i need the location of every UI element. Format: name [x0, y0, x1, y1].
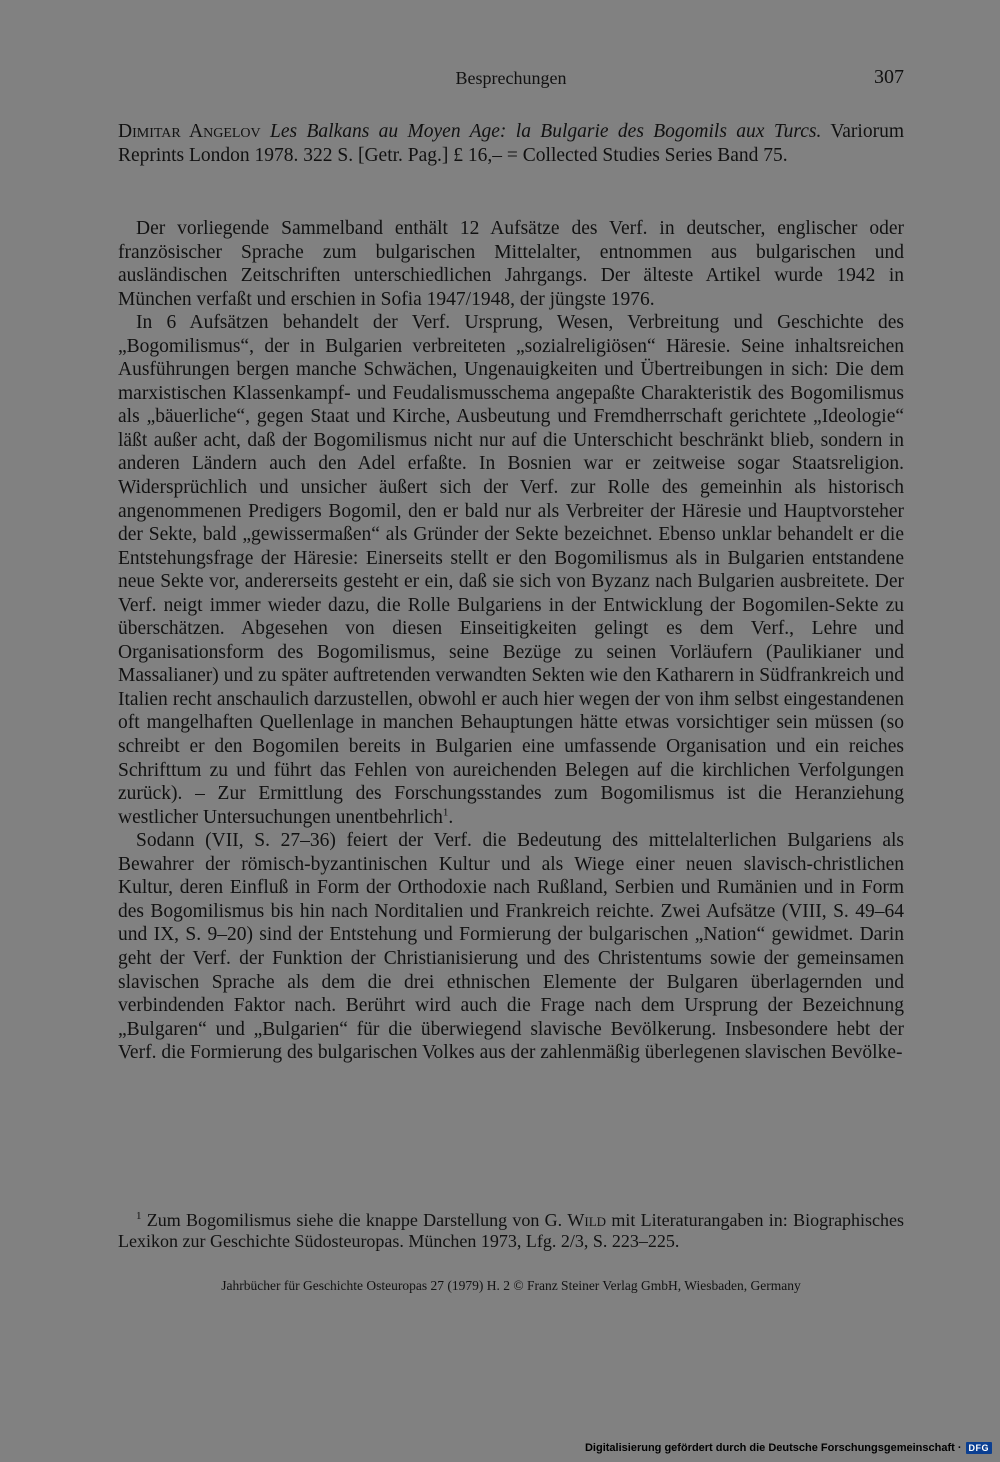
- paragraph-2-end: .: [448, 806, 454, 828]
- paragraph-1: Der vorliegende Sammelband enthält 12 Aufsätze des Verf. in deutscher, englischer oder französischer Sprache zum bulgarischen Mittelalter, entnommen aus bulgarischen und ausländischen Zeitschriften unterschiedlichen Jahrgangs. Der älteste Artikel wurde 1942 in München verfaßt und erschien in Sofia 1947/1948, der jüngste 1976.: [118, 218, 904, 310]
- review-body: [118, 217, 904, 1065]
- dfg-logo-icon: DFG: [966, 1442, 993, 1454]
- citation-author: Dimitar Angelov: [118, 121, 261, 142]
- paragraph-2-text: In 6 Aufsätzen behandelt der Verf. Ursprung, Wesen, Verbreitung und Geschichte des „Bogomilismus“, der in Bulgarien verbreiteten „sozialreligiösen“ Häresie. Seine inhaltsreichen Ausführungen bergen manche Schwächen, Ungenauigkeiten und Übertreibungen in sich: Die dem marxistischen Klassenkampf- und Feudalismusschema angepaßte Charakteristik des Bogomilismus als „bäuerliche“, gegen Staat und Kirche, Ausbeutung und Fremdherrschaft gerichtete „Ideologie“ läßt außer acht, daß der Bogomilismus nicht nur auf die Unterschicht beschränkt blieb, sondern in anderen Ländern auch den Adel erfaßte. In Bosnien war er zeitweise sogar Staatsreligion. Widersprüchlich und unsicher äußert sich der Verf. zur Rolle des gemeinhin als historisch angenommenen Predigers Bogomil, den er bald nur als Verbreiter der Häresie und Hauptvorsteher der Sekte, bald „gewissermaßen“ als Gründer der Sekte bezeichnet. Ebenso unklar behandelt er die Entstehungsfrage der Häresie: Einerseits stellt er den Bogomilismus als in Bulgarien entstandene neue Sekte vor, andererseits gesteht er ein, daß sie sich von Byzanz nach Bulgarien ausbreitete. Der Verf. neigt immer wieder dazu, die Rolle Bulgariens in der Entwicklung der Bogomilen-Sekte zu überschätzen. Abgesehen von diesen Einseitigkeiten gelingt es dem Verf., Lehre und Organisationsform des Bogomilismus, seine Bezüge zu seinen Vorläufern (Paulikianer und Massalianer) und zu später auftretenden verwandten Sekten wie den Katharern in Südfrankreich und Italien recht anschaulich darzustellen, obwohl er auch hier wegen der von ihm selbst eingestandenen oft mangelhaften Quellenlage in manchen Behauptungen hätte etwas vorsichtiger sein müssen (so schreibt er den Bogomilen bereits in Bulgarien eine umfassende Organisation und ein reiches Schrifttum zu und führt das Fehlen von aureichenden Belegen auf die kirchlichen Verfolgungen zurück). – Zur Ermittlung des Forschungsstandes zum Bogomilismus ist die Heranziehung westlicher Untersuchungen unentbehrlich: [118, 312, 904, 828]
- footnote-text-before: Zum Bogomilismus siehe die knappe Darstellung von G.: [146, 1210, 563, 1230]
- paragraph-3: Sodann (VII, S. 27–36) feiert der Verf. die Bedeutung des mittelalterlichen Bulgariens als Bewahrer der römisch-byzantinischen Kultur und als Wiege einer neuen slavisch-christlichen Kultur, deren Einfluß in Form der Orthodoxie nach Rußland, Serbien und Rumänien und in Form des Bogomilismus bis hin nach Norditalien und Frankreich reichte. Zwei Aufsätze (VIII, S. 49–64 und IX, S. 9–20) sind der Entstehung und Formierung der bulgarischen „Nation“ gewidmet. Darin geht der Verf. der Funktion der Christianisierung und des Christentums sowie der gemeinsamen slavischen Sprache als dem die drei ethnischen Elemente der Bulgaren überlagernden und verbindenden Faktor nach. Berührt wird auch die Frage nach dem Ursprung der Bezeichnung „Bulgaren“ und „Bulgarien“ für die überwiegend slavische Bevölkerung. Insbesondere hebt der Verf. die Formierung des bulgarischen Volkes aus der zahlenmäßig überlegenen slavischen Bevölke-: [118, 830, 904, 1064]
- footnote-author: Wild: [567, 1210, 607, 1230]
- footnote-marker: 1: [136, 1210, 142, 1222]
- citation-details: Variorum Reprints London 1978. 322 S. [Getr. Pag.] £ 16,– = Collected Studies Series Band 75.: [118, 121, 904, 166]
- running-head: [118, 66, 904, 94]
- footnote-ref[interactable]: 1: [442, 806, 449, 819]
- footnote: [118, 1210, 904, 1252]
- citation-title: Les Balkans au Moyen Age: la Bulgarie des Bogomils aux Turcs.: [270, 121, 822, 142]
- paragraph-2: [118, 311, 904, 829]
- digitization-notice: [585, 1442, 992, 1454]
- footnote-text-after: mit Literaturangaben in: Biographisches Lexikon zur Geschichte Südosteuropas. München 1973, Lfg. 2/3, S. 223–225.: [118, 1210, 905, 1251]
- journal-line: Jahrbücher für Geschichte Osteuropas 27 (1979) H. 2 © Franz Steiner Verlag GmbH, Wiesbaden, Germany: [221, 1278, 801, 1293]
- page-number: 307: [874, 66, 904, 88]
- digitization-text: Digitalisierung gefördert durch die Deutsche Forschungsgemeinschaft ·: [584, 1442, 962, 1454]
- running-title: Besprechungen: [455, 68, 567, 88]
- review-citation: [118, 120, 904, 168]
